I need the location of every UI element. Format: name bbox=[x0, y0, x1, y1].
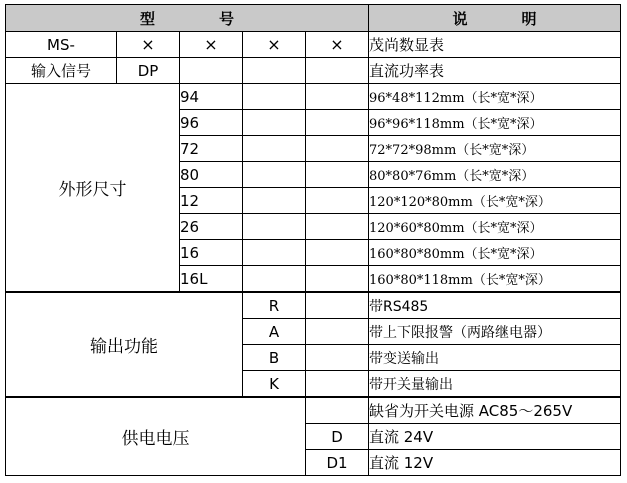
desc-cell bbox=[369, 292, 621, 319]
code-cell: 26 bbox=[180, 214, 243, 240]
desc-cell: 缺省为开关电源 AC85～265V bbox=[369, 397, 621, 424]
code-cell: R bbox=[243, 292, 306, 319]
empty-cell bbox=[306, 371, 369, 398]
empty-cell bbox=[306, 266, 369, 293]
placeholder-cell: × bbox=[243, 32, 306, 58]
section-label-power: 供电电压 bbox=[6, 397, 306, 476]
empty-cell bbox=[180, 58, 243, 84]
desc-cell: 96*48*112mm（长*宽*深） bbox=[369, 84, 621, 110]
header-model-char-1: 型 bbox=[139, 9, 155, 28]
empty-cell bbox=[243, 58, 306, 84]
empty-cell bbox=[306, 136, 369, 162]
empty-cell bbox=[306, 110, 369, 136]
desc-cell: 茂尚数显表 bbox=[369, 32, 621, 58]
code-cell: 16L bbox=[180, 266, 243, 293]
code-cell: K bbox=[243, 371, 306, 398]
empty-cell bbox=[243, 136, 306, 162]
header-model bbox=[6, 5, 369, 32]
empty-cell bbox=[306, 84, 369, 110]
placeholder-cell: × bbox=[306, 32, 369, 58]
desc-cell: 120*60*80mm（长*宽*深） bbox=[369, 214, 621, 240]
empty-cell bbox=[306, 292, 369, 319]
code-cell: D bbox=[306, 424, 369, 450]
placeholder-cell: × bbox=[117, 32, 180, 58]
section-label-output: 输出功能 bbox=[6, 292, 243, 397]
desc-cell: 直流功率表 bbox=[369, 58, 621, 84]
empty-cell bbox=[243, 162, 306, 188]
header-model-char-2: 号 bbox=[219, 9, 235, 28]
table-row bbox=[6, 292, 621, 319]
code-cell: DP bbox=[117, 58, 180, 84]
code-cell: B bbox=[243, 345, 306, 371]
code-cell: 72 bbox=[180, 136, 243, 162]
placeholder-cell: × bbox=[180, 32, 243, 58]
desc-text: 带RS485 bbox=[369, 298, 429, 315]
empty-cell bbox=[306, 319, 369, 345]
table-row bbox=[6, 397, 621, 424]
desc-cell: 96*96*118mm（长*宽*深） bbox=[369, 110, 621, 136]
section-label-size: 外形尺寸 bbox=[6, 84, 180, 293]
header-description bbox=[369, 5, 621, 32]
empty-cell bbox=[306, 162, 369, 188]
table-row bbox=[6, 32, 621, 58]
model-spec-table bbox=[5, 4, 621, 476]
desc-cell: 80*80*76mm（长*宽*深） bbox=[369, 162, 621, 188]
desc-cell: 160*80*80mm（长*宽*深） bbox=[369, 240, 621, 266]
empty-cell bbox=[306, 214, 369, 240]
desc-cell: 72*72*98mm（长*宽*深） bbox=[369, 136, 621, 162]
input-signal-label: 输入信号 bbox=[6, 58, 117, 84]
empty-cell bbox=[243, 266, 306, 293]
table-row bbox=[6, 58, 621, 84]
code-cell: A bbox=[243, 319, 306, 345]
empty-cell bbox=[306, 240, 369, 266]
table-row bbox=[6, 84, 621, 110]
brand-code-cell: MS- bbox=[6, 32, 117, 58]
empty-cell bbox=[243, 84, 306, 110]
empty-cell bbox=[306, 345, 369, 371]
code-cell: 80 bbox=[180, 162, 243, 188]
empty-cell bbox=[243, 214, 306, 240]
table-header-row bbox=[6, 5, 621, 32]
code-cell: 16 bbox=[180, 240, 243, 266]
desc-cell: 120*120*80mm（长*宽*深） bbox=[369, 188, 621, 214]
empty-cell bbox=[306, 58, 369, 84]
desc-cell: 直流 12V bbox=[369, 450, 621, 476]
desc-cell: 带开关量输出 bbox=[369, 371, 621, 398]
desc-cell: 带变送输出 bbox=[369, 345, 621, 371]
header-desc-char-1: 说 bbox=[452, 9, 468, 28]
empty-cell bbox=[243, 110, 306, 136]
header-desc-char-2: 明 bbox=[521, 9, 537, 28]
code-cell: 12 bbox=[180, 188, 243, 214]
code-cell: D1 bbox=[306, 450, 369, 476]
code-cell bbox=[306, 397, 369, 424]
desc-cell: 160*80*118mm（长*宽*深） bbox=[369, 266, 621, 293]
code-cell: 94 bbox=[180, 84, 243, 110]
empty-cell bbox=[306, 188, 369, 214]
empty-cell bbox=[243, 240, 306, 266]
code-cell: 96 bbox=[180, 110, 243, 136]
desc-cell: 带上下限报警（两路继电器） bbox=[369, 319, 621, 345]
desc-cell: 直流 24V bbox=[369, 424, 621, 450]
empty-cell bbox=[243, 188, 306, 214]
